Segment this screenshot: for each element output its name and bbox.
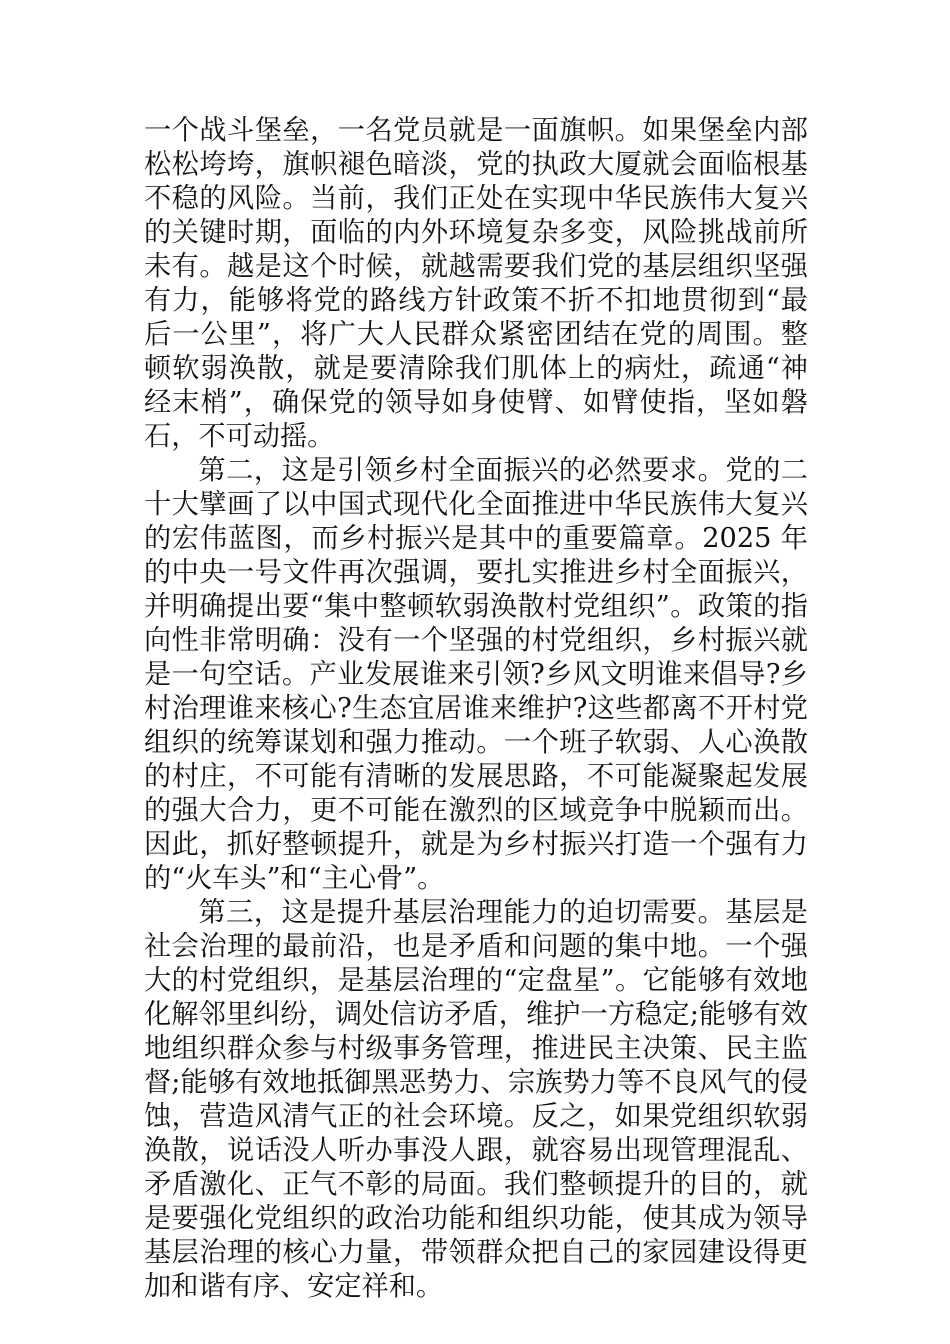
paragraph-3: 第三，这是提升基层治理能力的迫切需要。基层是社会治理的最前沿，也是矛盾和问题的集中地。一个强大的村党组织，是基层治理的“定盘星”。它能够有效地化解邻里纠纷，调处信访矛盾，维护一方稳定;能够有效地组织群众参与村级事务管理，推进民主决策、民主监督;能够有效地抵御黑恶势力、宗族势力等不良风气的侵蚀，营造风清气正的社会环境。反之，如果党组织软弱涣散，说话没人听办事没人跟，就容易出现管理混乱、矛盾激化、正气不彰的局面。我们整顿提升的目的，就是要强化党组织的政治功能和组织功能，使其成为领导基层治理的核心力量，带领群众把自己的家园建设得更加和谐有序、安定祥和。 bbox=[144, 897, 808, 1302]
document-body bbox=[144, 114, 808, 1304]
paragraph-1: 一个战斗堡垒，一名党员就是一面旗帜。如果堡垒内部松松垮垮，旗帜褪色暗淡，党的执政大厦就会面临根基不稳的风险。当前，我们正处在实现中华民族伟大复兴的关键时期，面临的内外环境复杂多变，风险挑战前所未有。越是这个时候，就越需要我们党的基层组织坚强有力，能够将党的路线方针政策不折不扣地贯彻到“最后一公里”，将广大人民群众紧密团结在党的周围。整顿软弱涣散，就是要清除我们肌体上的病灶，疏通“神经末梢”，确保党的领导如身使臂、如臂使指，坚如磐石，不可动摇。 bbox=[144, 115, 808, 452]
paragraph-2: 第二，这是引领乡村全面振兴的必然要求。党的二十大擘画了以中国式现代化全面推进中华民族伟大复兴的宏伟蓝图，而乡村振兴是其中的重要篇章。2025 年的中央一号文件再次强调，要扎实推进乡村全面振兴，并明确提出要“集中整顿软弱涣散村党组织”。政策的指向性非常明确：没有一个坚强的村党组织，乡村振兴就是一句空话。产业发展谁来引领?乡风文明谁来倡导?乡村治理谁来核心?生态宜居谁来维护?这些都离不开村党组织的统筹谋划和强力推动。一个班子软弱、人心涣散的村庄，不可能有清晰的发展思路，不可能凝聚起发展的强大合力，更不可能在激烈的区域竞争中脱颖而出。因此，抓好整顿提升，就是为乡村振兴打造一个强有力的“火车头”和“主心骨”。 bbox=[144, 455, 808, 894]
